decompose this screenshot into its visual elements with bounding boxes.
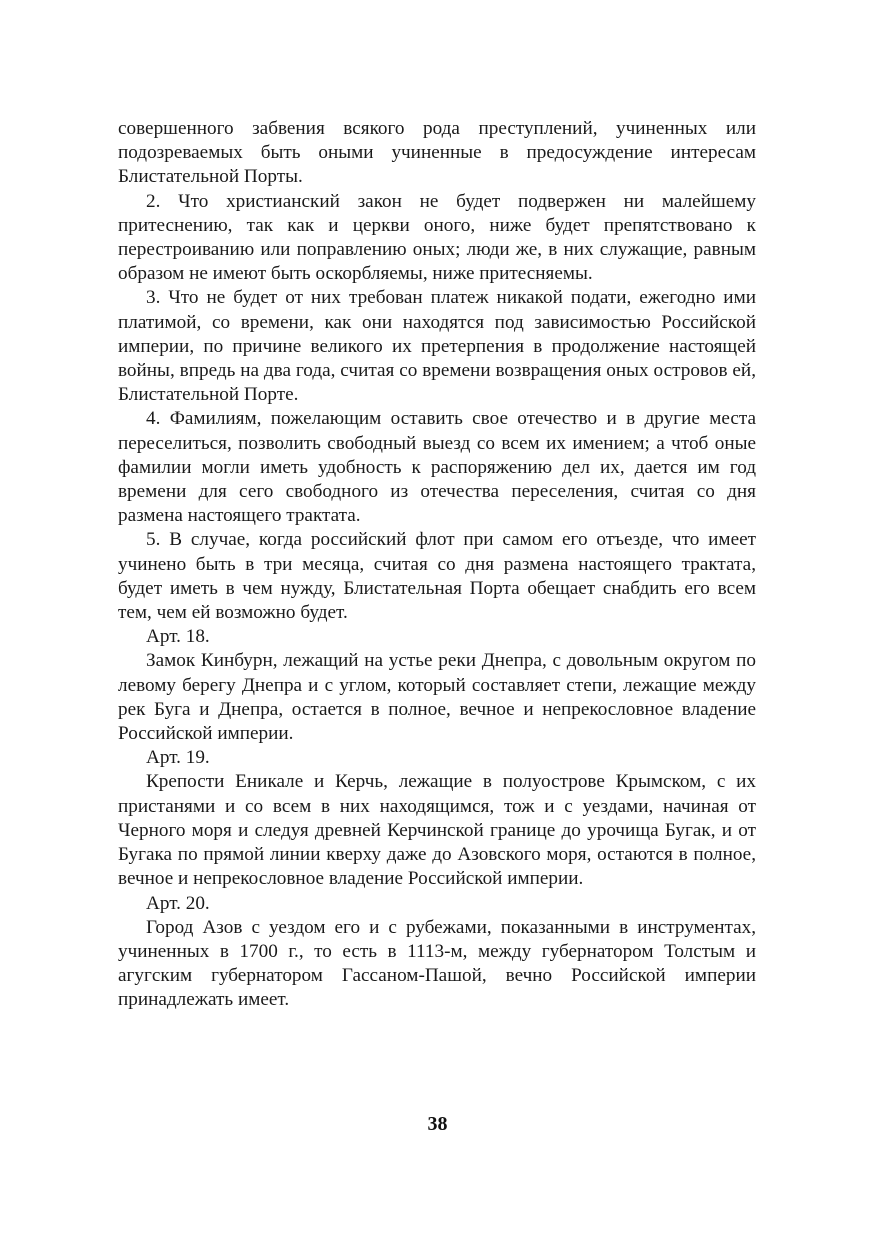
paragraph-item-3: 3. Что не будет от них требован платеж никакой подати, ежегодно ими платимой, со времени, как они находятся под зависимостью Российской империи, по причине великого их претерпения в продолжение настоящей войны, впредь на два года, считая со времени возвращения оных островов ей, Блистательной Порте. (118, 287, 756, 406)
paragraph-item-2: 2. Что христианский закон не будет подвержен ни малейшему притеснению, так как и церкви оного, ниже будет препятствовано к перестроиванию или поправлению оных; люди же, в них служащие, равным образом не имеют быть оскорбляемы, ниже притесняемы. (118, 190, 756, 285)
paragraph-continuation: совершенного забвения всякого рода преступлений, учиненных или подозреваемых быть оными учиненные в предосуждение интересам Блистательной Порты. (118, 118, 756, 188)
body-text (118, 117, 756, 1013)
article-20-text: Город Азов с уездом его и с рубежами, показанными в инструментах, учиненных в 1700 г., то есть в 1113-м, между губернатором Толстым и агугским губернатором Гассаном-Пашой, вечно Российской империи принадлежать имеет. (118, 916, 756, 1011)
article-heading-18: Арт. 18. (146, 626, 210, 648)
paragraph-item-5: 5. В случае, когда российский флот при самом его отъезде, что имеет учинено быть в три месяца, считая со дня размена настоящего трактата, будет иметь в чем нужду, Блистательная Порта обещает снабдить его всем тем, чем ей возможно будет. (118, 529, 756, 624)
page-number: 38 (427, 1113, 448, 1135)
article-19-text: Крепости Еникале и Керчь, лежащие в полуострове Крымском, с их пристанями и со всем в них находящимся, тож и с уездами, начиная от Черного моря и следуя древней Керчинской границе до урочища Бугак, и от Бугака по прямой линии кверху даже до Азовского моря, остаются в полное, вечное и непрекословное владение Российской империи. (118, 771, 756, 890)
article-heading-19: Арт. 19. (146, 747, 210, 769)
article-18-text: Замок Кинбурн, лежащий на устье реки Днепра, с довольным округом по левому берегу Днепра и с углом, который составляет степи, лежащие между рек Буга и Днепра, остается в полное, вечное и непрекословное владение Российской империи. (118, 650, 756, 745)
paragraph-item-4: 4. Фамилиям, пожелающим оставить свое отечество и в другие места переселиться, позволить свободный выезд со всем их имением; а чтоб оные фамилии могли иметь удобность к распоряжению дел их, дается им год времени для сего свободного из отечества переселения, считая со дня размена настоящего трактата. (118, 408, 756, 527)
article-heading-20: Арт. 20. (146, 892, 210, 914)
